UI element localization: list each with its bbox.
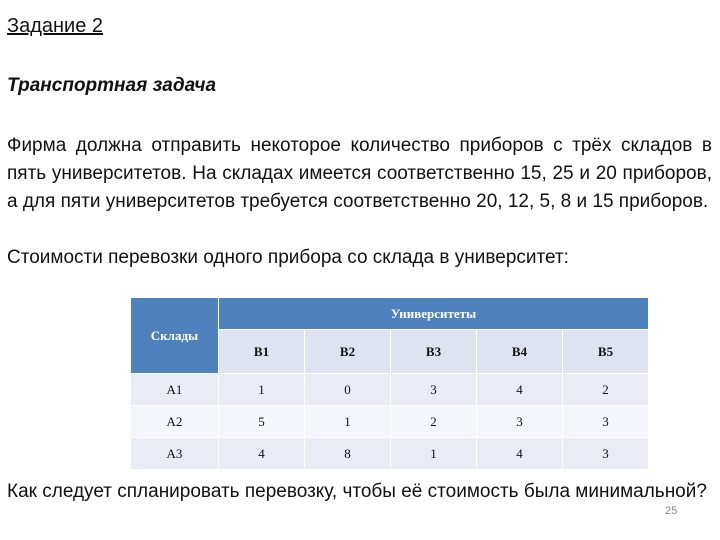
table-row [131, 374, 649, 406]
question-text: Как следует спланировать перевозку, чтобы её стоимость была минимальной? [7, 481, 707, 502]
table-row [131, 406, 649, 438]
table-cell: 3 [563, 406, 649, 438]
page-number: 25 [665, 505, 678, 517]
table-cell: 4 [477, 374, 563, 406]
warehouses-header: Склады [131, 298, 219, 374]
table-cell: 5 [219, 406, 305, 438]
table-cell: 3 [477, 406, 563, 438]
table-cell: 3 [563, 438, 649, 470]
column-header: B4 [477, 330, 563, 374]
table-header-row [131, 298, 649, 330]
task-subtitle: Транспортная задача [7, 75, 217, 96]
table-cell: 2 [563, 374, 649, 406]
table-cell: 4 [477, 438, 563, 470]
column-header: B3 [391, 330, 477, 374]
task-heading: Задание 2 [7, 15, 104, 37]
problem-statement: Фирма должна отправить некоторое количество приборов с трёх складов в пять университетов. На складах имеется соответственно 15, 25 и 20 приборов, а для пяти университетов требуется соответственно 20, 12, 5, 8 и 15 приборов. [7, 135, 712, 212]
table-cell: 3 [391, 374, 477, 406]
table-row [131, 438, 649, 470]
row-label: A2 [131, 406, 219, 438]
table-cell: 4 [219, 438, 305, 470]
table-cell: 1 [391, 438, 477, 470]
table-cell: 2 [391, 406, 477, 438]
table-cell: 1 [305, 406, 391, 438]
cost-table-container [130, 297, 649, 470]
column-header: B1 [219, 330, 305, 374]
table-cell: 0 [305, 374, 391, 406]
row-label: A3 [131, 438, 219, 470]
cost-table [130, 297, 649, 470]
universities-header: Университеты [219, 298, 649, 330]
row-label: A1 [131, 374, 219, 406]
column-header: B2 [305, 330, 391, 374]
cost-intro: Стоимости перевозки одного прибора со склада в университет: [7, 247, 569, 268]
table-cell: 8 [305, 438, 391, 470]
column-header: B5 [563, 330, 649, 374]
table-cell: 1 [219, 374, 305, 406]
